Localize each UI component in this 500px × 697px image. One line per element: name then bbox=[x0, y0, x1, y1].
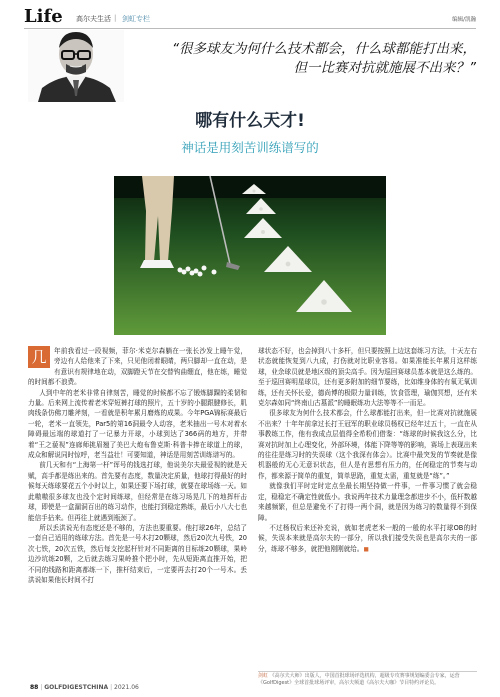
issue-date: 2021.06 bbox=[114, 684, 139, 691]
header-separator: | bbox=[114, 14, 117, 22]
magazine-section-logo: Life bbox=[24, 6, 63, 27]
page-header bbox=[24, 6, 476, 29]
paragraph: 人到中年的老米非常自律刻苦，睡觉的时候都不忘了锻炼脚踝的柔韧和力量。后来网上流传着老米穿短裤打球的照片，五十岁的小腿跟腱修长，肌肉线条仿佛刀雕斧刻，一看就是积年累月磨炼的成果。今年PGA锦标赛最后一轮，老米一直领先，Par5的第16洞最令人动容，老米抽出一号木对着水障碍最远端的球道打了一记暴力开球，小球到达了366码的地方，并带着“王之藐视”连廊师挑眉翘了美巴大炮布鲁克斯·科普卡捧在球道上的球，成众和解说同时惊呼，老当益壮！可要知道，神话是用刻苦训练谱写的。 bbox=[28, 388, 247, 460]
drop-cap: 几 bbox=[28, 346, 50, 368]
author-note bbox=[258, 671, 477, 687]
pull-quote-line-2: 但一比赛对抗就施展不出来？” bbox=[293, 60, 476, 76]
magazine-name: GOLFDIGESTCHINA bbox=[44, 684, 109, 691]
article-column-right bbox=[258, 346, 477, 668]
paragraph: 球状态不好，也会掉到八十多杆，但只要按照上边这套练习方法，十天左右状态就能恢复到八九成，打伤就对比职业容易。如果准能长年累月这样练球，业余球员就是地区级的顶尖高手。因为巡回赛球员基本就是这么练的。至于巡回赛明星球员，还有更多附加的细节要练，比如维身体的有氧无氧训练，还有关怀长爱，德尚博的极限力量训练，饮食管理，瑜伽冥想，还有米克尔森如同“终南山古墓派”的睡眠练功大法等等不一而足。 bbox=[258, 347, 477, 408]
article-column-left bbox=[28, 346, 247, 672]
paragraph: 就像我们平时定时定点坐最长期坚持做一件事，一件事习惯了就会稳定，稳稳定不确定性就低小。我说两年技术力量理念都进步不小，低杆数越来越频繁，但总是避免不了打得一两个洞，就是因为练习的数量得不到保障。 bbox=[258, 482, 477, 522]
author-portrait bbox=[28, 30, 124, 102]
paragraph bbox=[258, 523, 477, 554]
end-mark-icon: ◼ bbox=[363, 544, 369, 553]
paragraph: 前几天和有“上海第一杆”诨号的钱选打球，他说美尔夫最爱视的就是天赋，高手都是练出来的。首先要有态度，数量决定质量，他球打得最好的时候每天练球要花五个小时以上，如果还要下场打球，就要在球场练一天。如此嗷嗷很多球友也没个定时间练球，但经常是在练习场晃几下的地挥杆击球，即使是一盒漏洞百出的练习动作，也能打到稳定熟练，最后小八大七也能信手拈来。但再往上就遇到瓶颈了。 bbox=[28, 461, 247, 522]
page-footer: 88 | GOLFDIGESTCHINA | 2021.06 bbox=[30, 684, 139, 691]
paragraph: 所以丢洪说光有态度还是不够的，方法也要重要。他打球26年，总结了一套自己适用的练球方法。首先是一号木打20颗球，然后20次九号铁，20次七铁，20次五铁，然后每支挖起杆针对不同距离的目标练20颗球，果岭边沙坑练20颗，之后就去练习果岭推个把小时，先从短距离直推开始，把不同的线路和距离都练一下，推杆结束后，一定要再去打20个一号木。丢洪说如果他长时间不打 bbox=[28, 523, 247, 584]
pull-quote bbox=[150, 40, 476, 78]
article-subtitle: 神话是用刻苦训练谱写的 bbox=[181, 140, 319, 155]
paragraph-text: 不过杨权后来还补充说，就如老虎老米一般的一般的水平打球OB的时候，失误本来就是高尔夫的一部分，所以我们接受失误也是高尔夫的一部分，练球不够多，就把他刚刚就给。 bbox=[258, 523, 477, 553]
page-number: 88 bbox=[30, 684, 39, 691]
paragraph: 很多球友为何什么技术都会，什么球都能打出来，但一比赛对抗就施展不出来？十年年前拿过长打王冠军的职业球员杨权已经年过五十，一直在从事教练工作，他有我成点层值得全希粉们借鉴：“练球的时候我这么分，比赛对抗时加上心理变化，外部环境，体能下降等等的影响，赛场上表现出来的往往是练习时的失误球（这个我深有体会）。比赛中最突发的节奏就是像机器般的无心无意识状态，但人是有思想有压力的，任何稳定的节奏与动作，都来源于简单的重复，简单思路，重复太需，重复就是“练”。” bbox=[258, 409, 477, 480]
pull-quote-line-1: “很多球友为何什么技术都会，什么球都能打出来， bbox=[172, 41, 476, 57]
driving-range-photo bbox=[114, 176, 386, 335]
author-note-label: 剑虹 bbox=[258, 673, 269, 679]
article-title: 哪有什么天才! bbox=[195, 111, 305, 131]
section-name: 高尔夫生活 bbox=[76, 15, 111, 23]
paragraph: 年前我看过一段视频，菲尔·米克尔森躺在一张长沙发上睡午觉，旁边有人给他来了下来，只见他闭着眼睛，两只脚却一直在动，是有意识有规律地在动，双脚蹬天节在交替钩曲绷直，他在练，睡觉的时间都不浪费。 bbox=[28, 347, 247, 387]
editor-credit: 编辑/凯瀚 bbox=[452, 17, 476, 23]
author-note-text: 《高尔夫大师》出版人，中国首批球场评选机构，超级专攻赛事规划编委会专家，运营《GolfDigest》全球首批球场评审，高尔夫频道《高尔夫大咖》节目特约评论员。 bbox=[258, 673, 460, 686]
column-name: 剑虹专栏 bbox=[122, 15, 150, 23]
